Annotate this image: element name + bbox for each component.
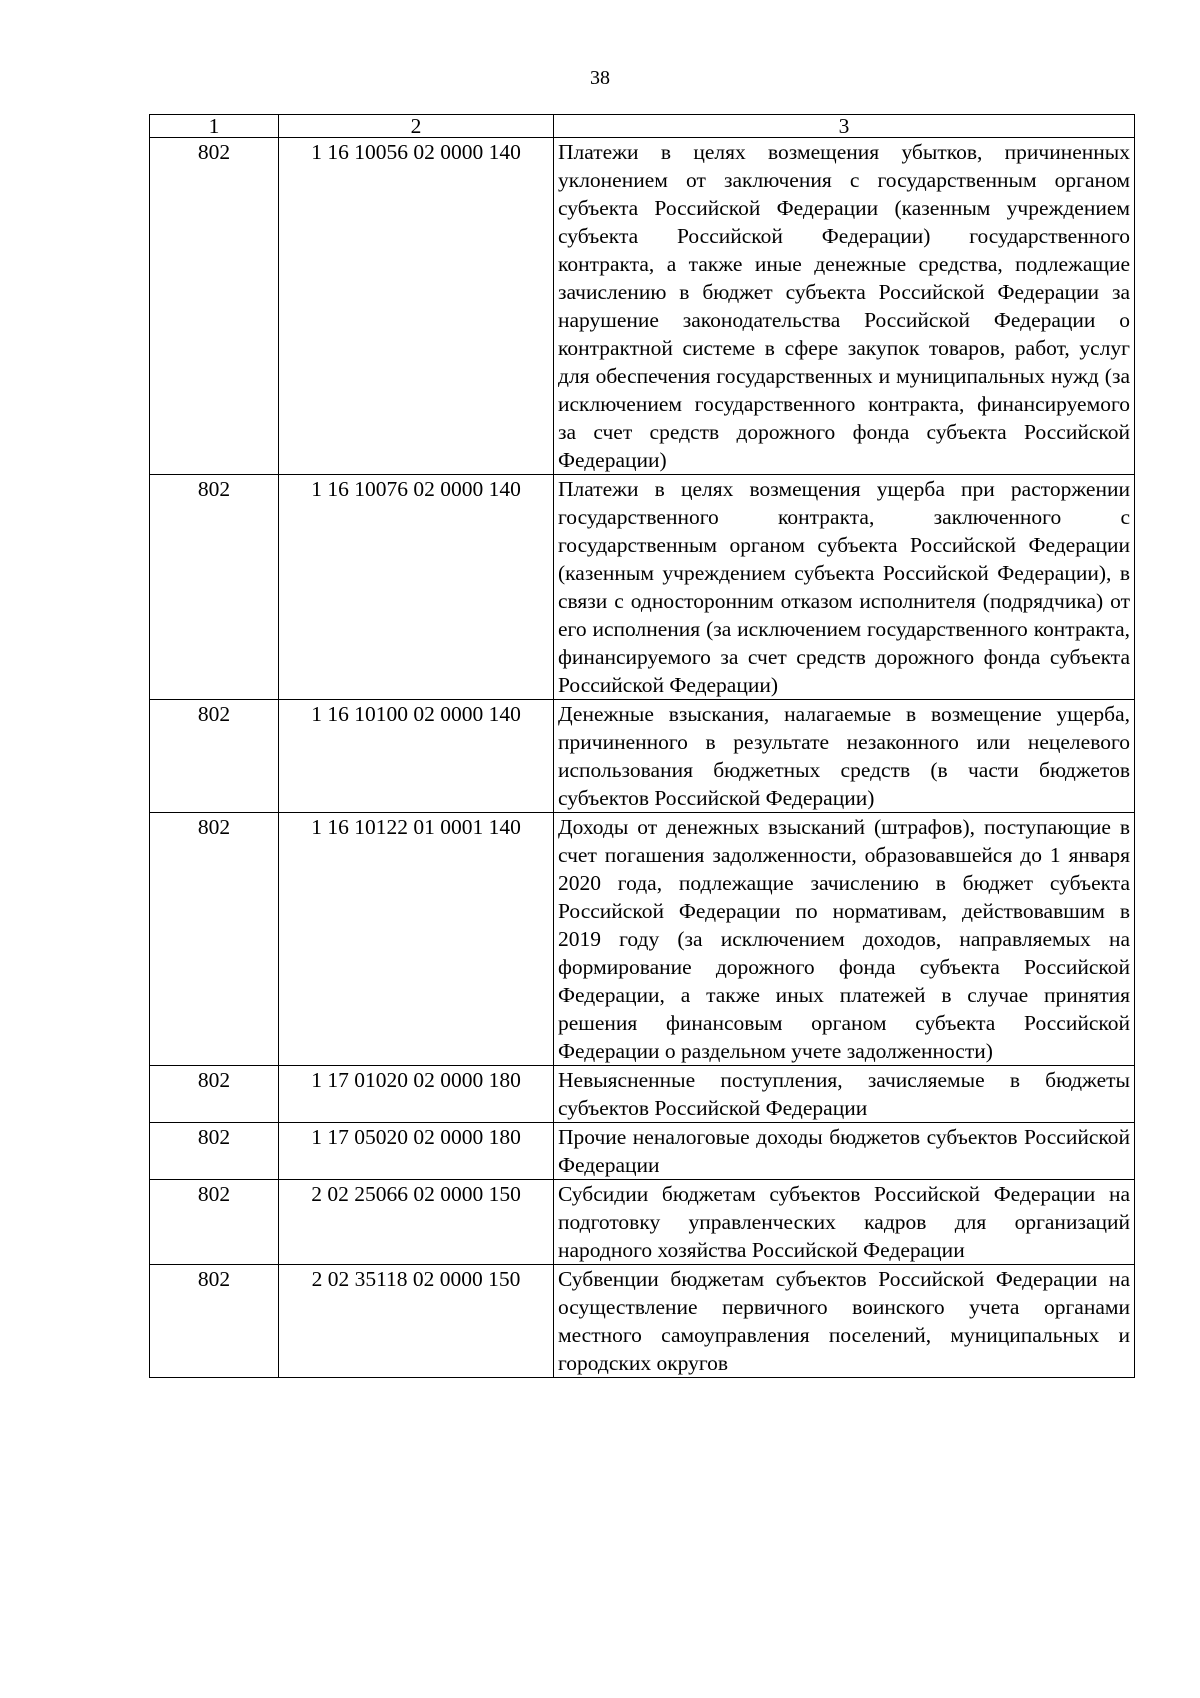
- table-row: [150, 1123, 1135, 1180]
- admin-code-cell: 802: [150, 1066, 279, 1123]
- budget-code-cell: 1 16 10100 02 0000 140: [279, 700, 554, 813]
- budget-code-table: [149, 114, 1135, 1378]
- header-col-2: 2: [279, 115, 554, 138]
- admin-code-cell: 802: [150, 1123, 279, 1180]
- income-name-cell: Платежи в целях возмещения ущерба при расторжении государственного контракта, заключенного с государственным органом субъекта Российской Федерации (казенным учреждением субъекта Российской Федерации), в связи с односторонним отказом исполнителя (подрядчика) от его исполнения (за исключением государственного контракта, финансируемого за счет средств дорожного фонда субъекта Российской Федерации): [554, 475, 1135, 700]
- admin-code-cell: 802: [150, 138, 279, 475]
- table-row: [150, 1066, 1135, 1123]
- budget-code-cell: 1 17 01020 02 0000 180: [279, 1066, 554, 1123]
- budget-code-cell: 1 16 10122 01 0001 140: [279, 813, 554, 1066]
- admin-code-cell: 802: [150, 813, 279, 1066]
- table-header-row: [150, 115, 1135, 138]
- admin-code-cell: 802: [150, 1180, 279, 1265]
- admin-code-cell: 802: [150, 1265, 279, 1378]
- income-name-cell: Платежи в целях возмещения убытков, причиненных уклонением от заключения с государственным органом субъекта Российской Федерации (казенным учреждением субъекта Российской Федерации) государственного контракта, а также иные денежные средства, подлежащие зачислению в бюджет субъекта Российской Федерации за нарушение законодательства Российской Федерации о контрактной системе в сфере закупок товаров, работ, услуг для обеспечения государственных и муниципальных нужд (за исключением государственного контракта, финансируемого за счет средств дорожного фонда субъекта Российской Федерации): [554, 138, 1135, 475]
- income-name-cell: Доходы от денежных взысканий (штрафов), поступающие в счет погашения задолженности, образовавшейся до 1 января 2020 года, подлежащие зачислению в бюджет субъекта Российской Федерации по нормативам, действовавшим в 2019 году (за исключением доходов, направляемых на формирование дорожного фонда субъекта Российской Федерации, а также иных платежей в случае принятия решения финансовым органом субъекта Российской Федерации о раздельном учете задолженности): [554, 813, 1135, 1066]
- income-name-cell: Невыясненные поступления, зачисляемые в бюджеты субъектов Российской Федерации: [554, 1066, 1135, 1123]
- table-row: [150, 1265, 1135, 1378]
- income-name-cell: Прочие неналоговые доходы бюджетов субъектов Российской Федерации: [554, 1123, 1135, 1180]
- budget-code-cell: 2 02 35118 02 0000 150: [279, 1265, 554, 1378]
- table-row: [150, 138, 1135, 475]
- table-row: [150, 475, 1135, 700]
- table-row: [150, 1180, 1135, 1265]
- header-col-3: 3: [554, 115, 1135, 138]
- page-number: 38: [590, 67, 610, 89]
- budget-code-cell: 2 02 25066 02 0000 150: [279, 1180, 554, 1265]
- table-row: [150, 700, 1135, 813]
- budget-code-cell: 1 17 05020 02 0000 180: [279, 1123, 554, 1180]
- budget-code-cell: 1 16 10076 02 0000 140: [279, 475, 554, 700]
- admin-code-cell: 802: [150, 475, 279, 700]
- admin-code-cell: 802: [150, 700, 279, 813]
- income-name-cell: Субсидии бюджетам субъектов Российской Федерации на подготовку управленческих кадров для организаций народного хозяйства Российской Федерации: [554, 1180, 1135, 1265]
- header-col-1: 1: [150, 115, 279, 138]
- income-name-cell: Субвенции бюджетам субъектов Российской Федерации на осуществление первичного воинского учета органами местного самоуправления поселений, муниципальных и городских округов: [554, 1265, 1135, 1378]
- table-row: [150, 813, 1135, 1066]
- income-name-cell: Денежные взыскания, налагаемые в возмещение ущерба, причиненного в результате незаконного или нецелевого использования бюджетных средств (в части бюджетов субъектов Российской Федерации): [554, 700, 1135, 813]
- budget-code-cell: 1 16 10056 02 0000 140: [279, 138, 554, 475]
